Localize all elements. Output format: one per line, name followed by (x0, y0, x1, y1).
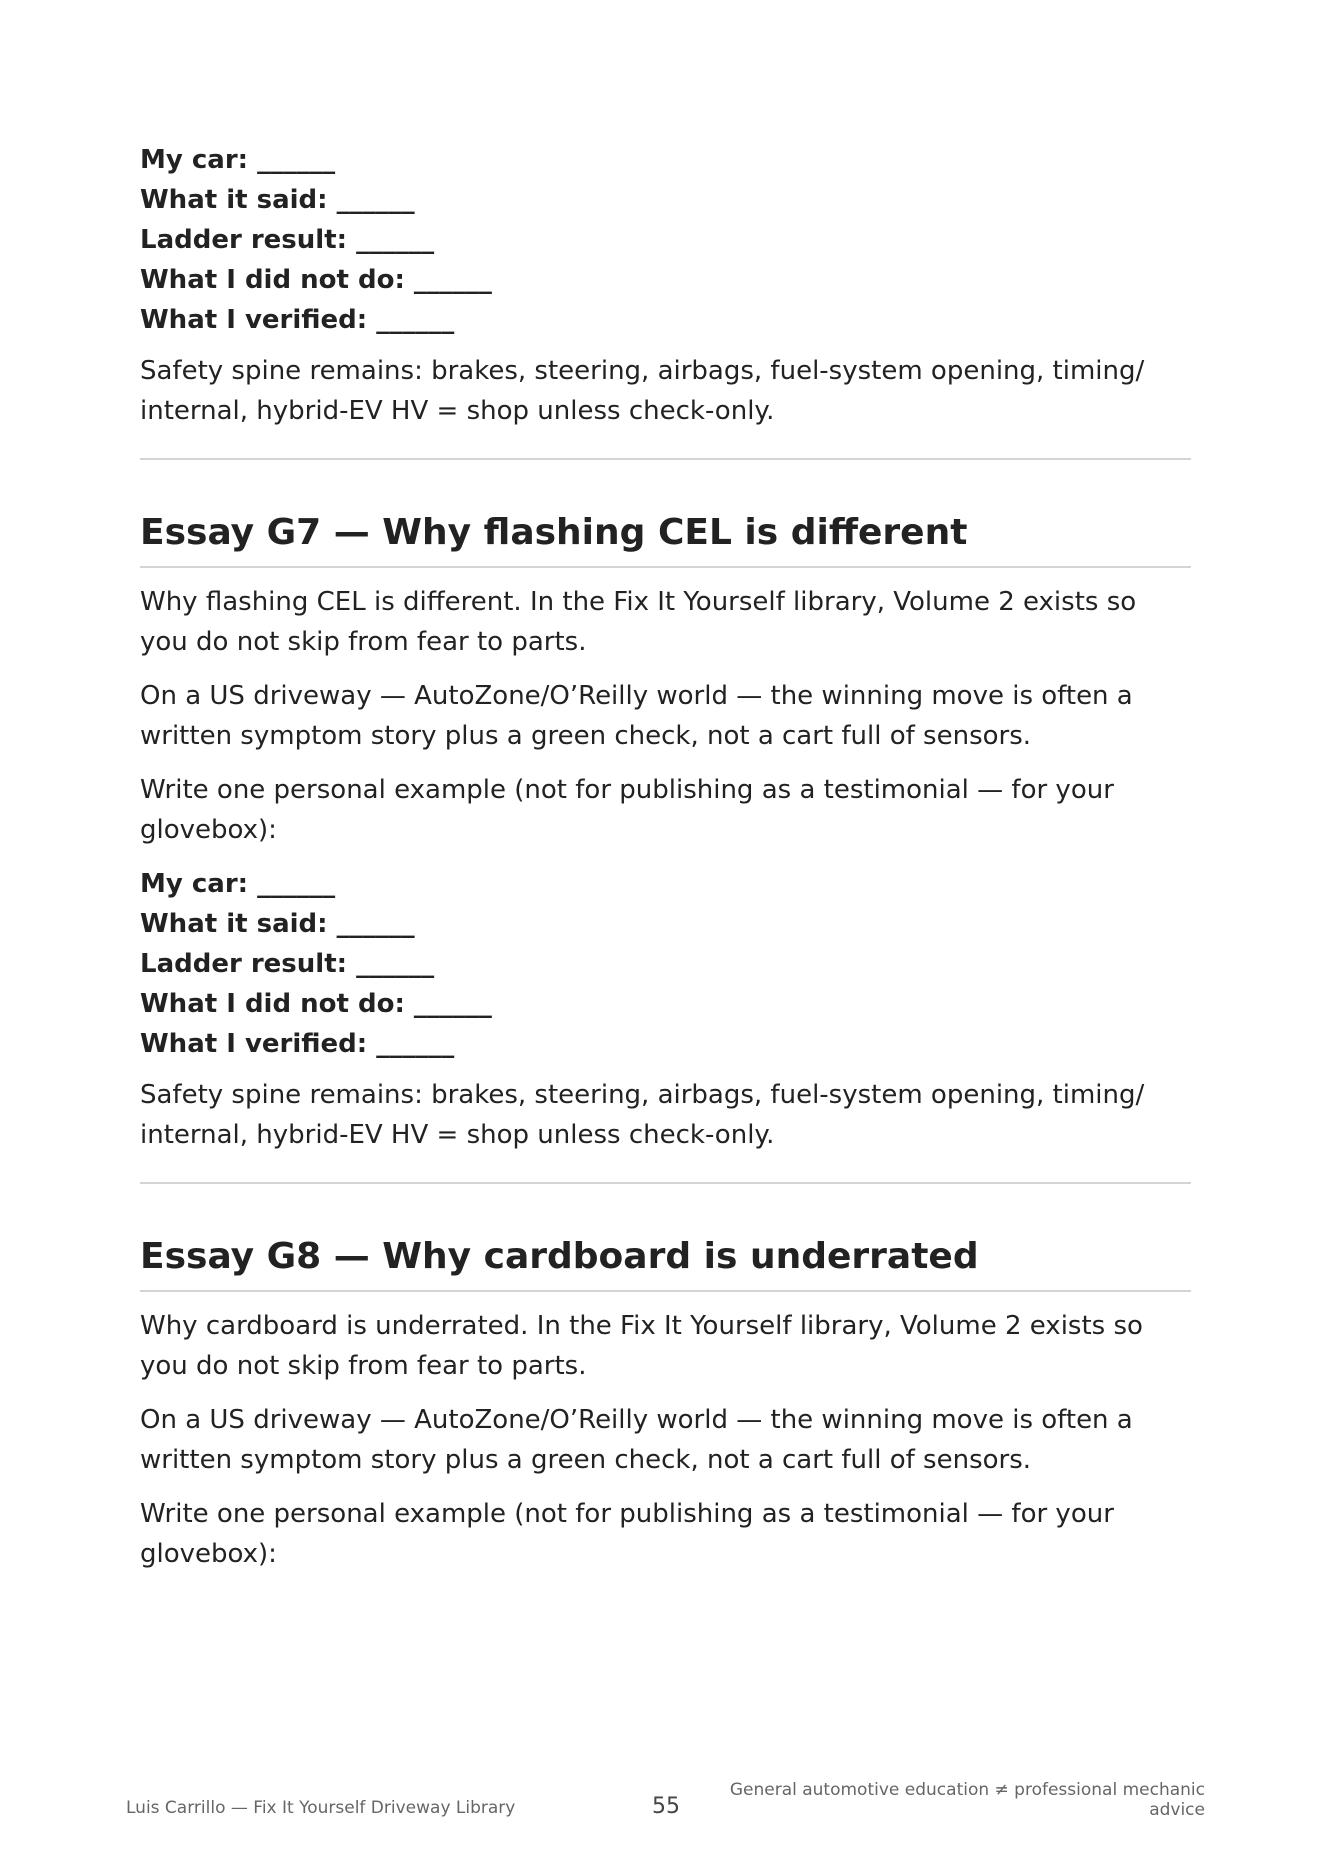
section-divider (140, 1182, 1191, 1184)
field-label: What it said: (140, 185, 328, 215)
worksheet-field (140, 1024, 1191, 1064)
worksheet-field (140, 140, 1191, 180)
safety-note: Safety spine remains: brakes, steering, airbags, fuel-system opening, timing/ internal, hybrid-EV HV = shop unless check-only. (140, 356, 1145, 426)
worksheet-fields (140, 140, 1191, 340)
essay-paragraph: Write one personal example (not for publishing as a testimonial — for your glovebox): (140, 1499, 1114, 1569)
field-blank: ______ (413, 265, 492, 295)
field-blank: ______ (336, 185, 415, 215)
worksheet-field (140, 864, 1191, 904)
worksheet-field (140, 180, 1191, 220)
essay-body (140, 582, 1191, 1155)
essay-body (140, 1306, 1191, 1574)
worksheet-field (140, 220, 1191, 260)
worksheet-field (140, 904, 1191, 944)
field-label: What I did not do: (140, 989, 405, 1019)
field-label: What I verified: (140, 1029, 368, 1059)
page-number: 55 (652, 1794, 680, 1819)
essay-title: Essay G8 — Why cardboard is underrated (140, 1234, 1191, 1292)
field-label: What I verified: (140, 305, 368, 335)
field-label: My car: (140, 869, 249, 899)
worksheet-field (140, 300, 1191, 340)
field-blank: ______ (257, 145, 336, 175)
essay-paragraph: On a US driveway — AutoZone/O’Reilly world — the winning move is often a written symptom story plus a green check, not a cart full of sensors. (140, 1405, 1133, 1475)
field-blank: ______ (376, 305, 455, 335)
field-blank: ______ (257, 869, 336, 899)
worksheet-fields (140, 864, 1191, 1064)
field-blank: ______ (356, 949, 435, 979)
worksheet-field (140, 944, 1191, 984)
page-footer (126, 1780, 1205, 1828)
essay-paragraph: Write one personal example (not for publishing as a testimonial — for your glovebox): (140, 775, 1114, 845)
field-label: Ladder result: (140, 225, 348, 255)
field-blank: ______ (356, 225, 435, 255)
essay-title: Essay G7 — Why flashing CEL is different (140, 510, 1191, 568)
field-label: Ladder result: (140, 949, 348, 979)
field-blank: ______ (413, 989, 492, 1019)
essay-paragraph: On a US driveway — AutoZone/O’Reilly world — the winning move is often a written symptom story plus a green check, not a cart full of sensors. (140, 681, 1133, 751)
field-blank: ______ (376, 1029, 455, 1059)
worksheet-field (140, 984, 1191, 1024)
section-divider (140, 458, 1191, 460)
field-label: My car: (140, 145, 249, 175)
worksheet-field (140, 260, 1191, 300)
essay-paragraph: Why flashing CEL is different. In the Fix It Yourself library, Volume 2 exists so you do not skip from fear to parts. (140, 587, 1137, 657)
essay-paragraph: Why cardboard is underrated. In the Fix It Yourself library, Volume 2 exists so you do not skip from fear to parts. (140, 1311, 1143, 1381)
field-label: What I did not do: (140, 265, 405, 295)
safety-note: Safety spine remains: brakes, steering, airbags, fuel-system opening, timing/ internal, hybrid-EV HV = shop unless check-only. (140, 1080, 1145, 1150)
field-label: What it said: (140, 909, 328, 939)
page-content (140, 140, 1191, 1588)
field-blank: ______ (336, 909, 415, 939)
footer-disclaimer: General automotive education ≠ professional mechanic advice (729, 1780, 1205, 1820)
footer-author: Luis Carrillo — Fix It Yourself Driveway Library (126, 1798, 516, 1818)
